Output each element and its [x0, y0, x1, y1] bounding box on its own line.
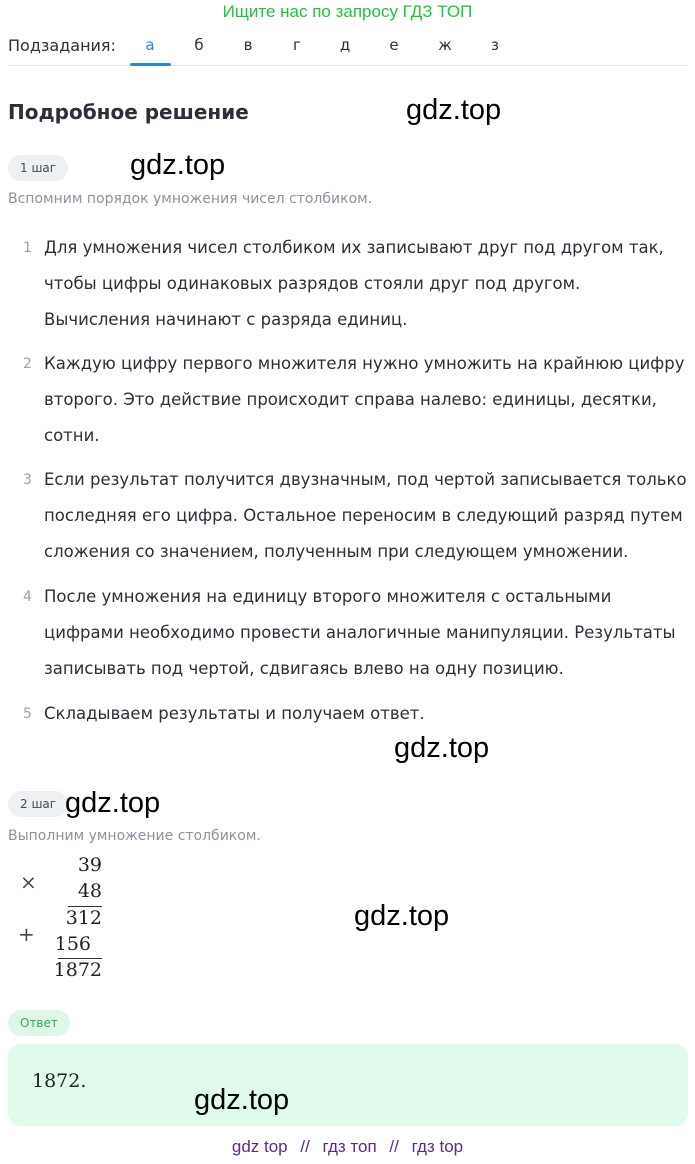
tab-d[interactable]: д [339, 36, 351, 54]
step-2-badge: 2 шаг [8, 791, 68, 817]
tab-z[interactable]: з [491, 36, 499, 54]
tab-zh[interactable]: ж [438, 36, 452, 54]
footer-separator: // [389, 1137, 399, 1156]
answer-value: 1872. [32, 1070, 87, 1092]
list-item-number: 1 [23, 240, 32, 256]
watermark: gdz.top [406, 94, 502, 126]
product-result: 1872 [53, 959, 102, 981]
footer-links [0, 1137, 695, 1157]
partial-product-1: 312 [65, 907, 102, 929]
tab-b[interactable]: б [194, 36, 204, 54]
list-item-number: 5 [23, 706, 32, 722]
watermark: gdz.top [65, 787, 161, 819]
step-1-badge: 1 шаг [8, 155, 68, 181]
list-item-number: 2 [23, 356, 32, 372]
tab-e[interactable]: е [389, 36, 399, 54]
footer-link[interactable]: гдз топ [322, 1137, 377, 1156]
partial-product-2: 156 [54, 933, 91, 955]
list-item-text: Если результат получится двузначным, под чертой записывается только последняя его цифра. Остальное переносим в следующий разряд путем сложения со значением, полученным при следующем умножении. [44, 470, 687, 561]
subtasks-label: Подзадания: [8, 36, 116, 55]
list-item-text: Для умножения чисел столбиком их записывают друг под другом так, чтобы цифры одинаковых разрядов стояли друг под другом. Вычисления начинают с разряда единиц. [44, 238, 664, 329]
footer-link[interactable]: гдз top [411, 1137, 464, 1156]
list-item-number: 3 [23, 472, 32, 488]
factor-1: 39 [77, 854, 102, 876]
tab-a[interactable]: а [145, 36, 155, 54]
step-1-description: Вспомним порядок умножения чисел столбиком. [8, 191, 373, 207]
tab-g[interactable]: г [293, 36, 301, 54]
subtasks-bar [8, 30, 688, 66]
footer-link[interactable]: gdz top [231, 1137, 288, 1156]
column-multiplication [8, 852, 208, 982]
watermark: gdz.top [194, 1084, 290, 1116]
section-title: Подробное решение [8, 100, 249, 124]
list-item-text: После умножения на единицу второго множителя с остальными цифрами необходимо провести аналогичные манипуляции. Результаты записывать под чертой, сдвигаясь влево на одну позицию. [44, 587, 676, 678]
step-2-description: Выполним умножение столбиком. [8, 828, 261, 844]
plus-sign: + [18, 922, 35, 946]
answer-badge: Ответ [8, 1010, 70, 1036]
search-banner: Ищите нас по запросу ГДЗ ТОП [222, 2, 473, 21]
list-item-number: 4 [23, 589, 32, 605]
tab-v[interactable]: в [243, 36, 253, 54]
list-item-text: Складываем результаты и получаем ответ. [44, 704, 425, 723]
watermark: gdz.top [394, 732, 490, 764]
multiply-sign: × [20, 870, 37, 894]
watermark: gdz.top [354, 900, 450, 932]
watermark: gdz.top [130, 149, 226, 181]
footer-separator: // [300, 1137, 310, 1156]
active-tab-indicator [130, 63, 171, 66]
list-item-text: Каждую цифру первого множителя нужно умножить на крайнюю цифру второго. Это действие происходит справа налево: единицы, десятки, сотни. [44, 354, 685, 445]
answer-box [8, 1044, 688, 1126]
factor-2: 48 [77, 880, 102, 902]
